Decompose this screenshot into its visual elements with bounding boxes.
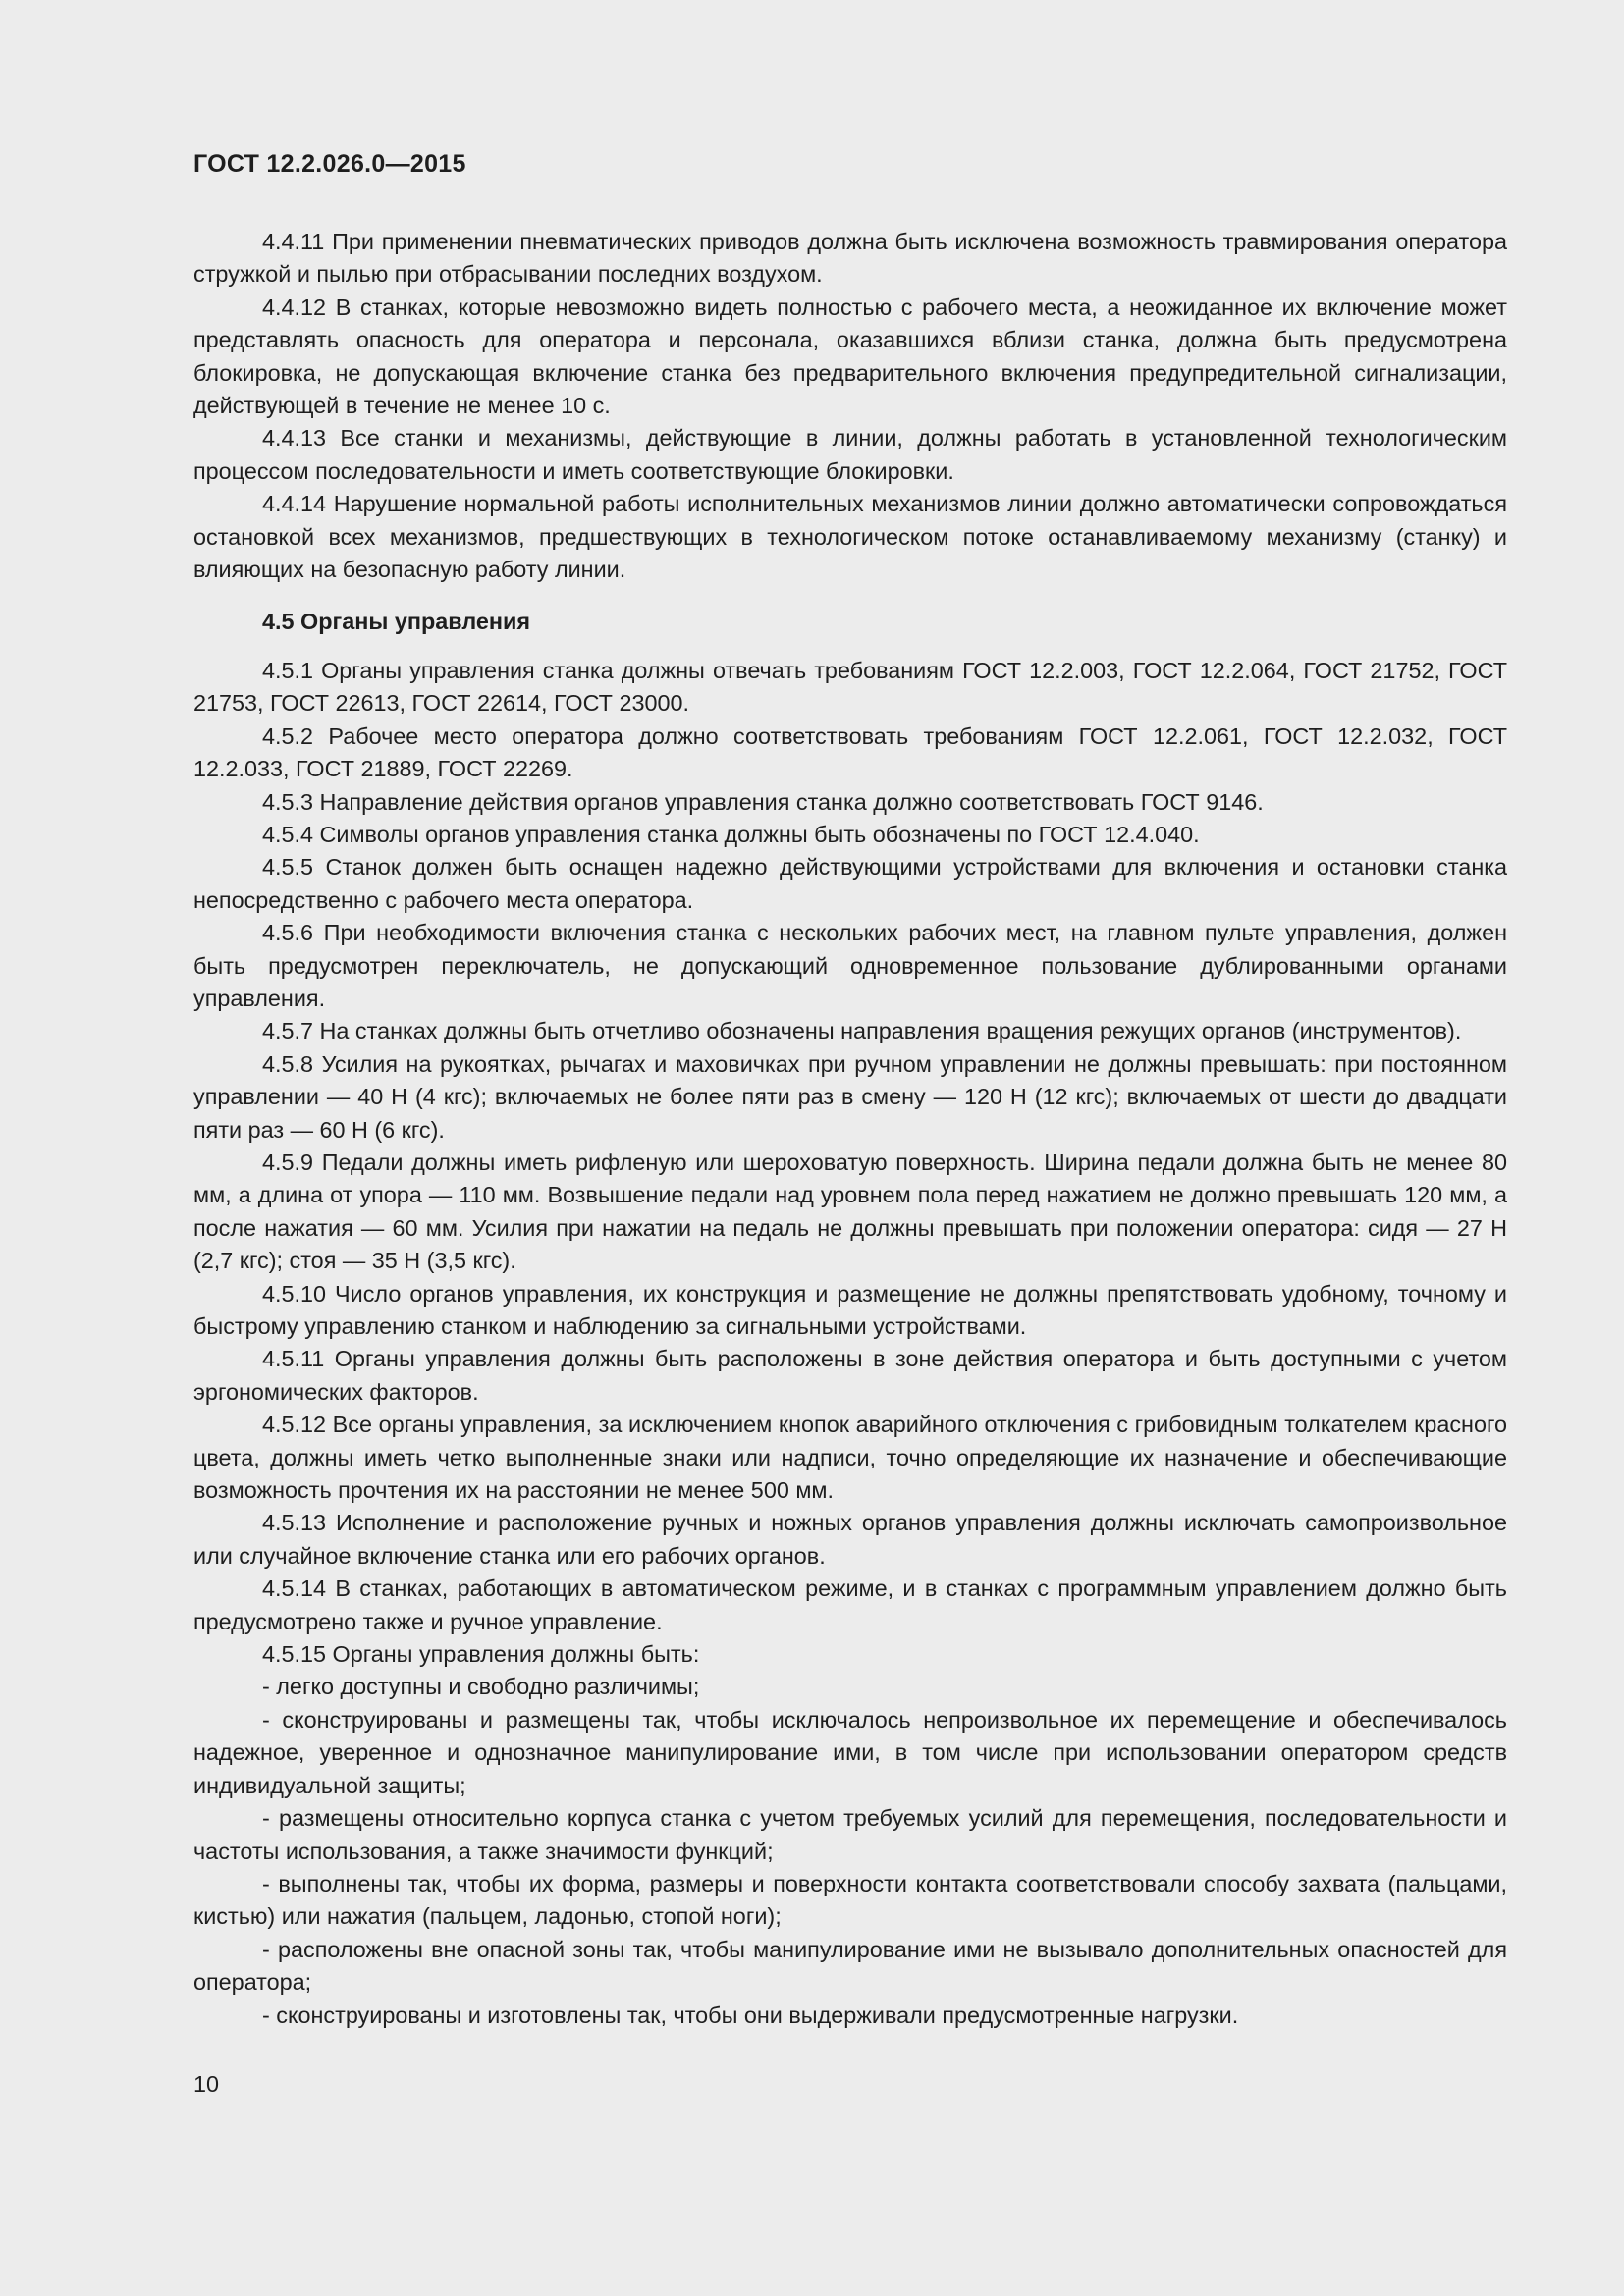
list-item: - сконструированы и изготовлены так, чтобы они выдерживали предусмотренные нагрузки. xyxy=(262,2002,1239,2028)
list-item: - легко доступны и свободно различимы; xyxy=(262,1674,700,1700)
paragraph-4-5-14: 4.5.14 В станках, работающих в автоматическом режиме, и в станках с программным управлением должно быть предусмотрено также и ручное управление. xyxy=(193,1575,1507,1634)
paragraph-4-5-1: 4.5.1 Органы управления станка должны отвечать требованиям ГОСТ 12.2.003, ГОСТ 12.2.064, ГОСТ 21752, ГОСТ 21753, ГОСТ 22613, ГОСТ 22614, ГОСТ 23000. xyxy=(193,657,1507,717)
document-body xyxy=(193,226,1507,2032)
paragraph-4-5-6: 4.5.6 При необходимости включения станка с нескольких рабочих мест, на главном пульте управления, должен быть предусмотрен переключатель, не допускающий одновременное пользование дублированными органами управления. xyxy=(193,920,1507,1011)
paragraph-4-5-8: 4.5.8 Усилия на рукоятках, рычагах и маховичках при ручном управлении не должны превышать: при постоянном управлении — 40 Н (4 кгс); включаемых не более пяти раз в смену — 120 Н (12 кгс); включаемых от шести до двадцати пяти раз — 60 Н (6 кгс). xyxy=(193,1050,1507,1143)
document-header: ГОСТ 12.2.026.0—2015 xyxy=(193,150,466,178)
paragraph-4-5-9: 4.5.9 Педали должны иметь рифленую или шероховатую поверхность. Ширина педали должна быть не менее 80 мм, а длина от упора — 110 мм. Возвышение педали над уровнем пола перед нажатием не должно превышать 120 мм, а после нажатия — 60 мм. Усилия при нажатии на педаль не должны превышать при положении оператора: сидя — 27 Н (2,7 кгс); стоя — 35 Н (3,5 кгс). xyxy=(193,1148,1507,1274)
paragraph-4-4-14: 4.4.14 Нарушение нормальной работы исполнительных механизмов линии должно автоматически сопровождаться остановкой всех механизмов, предшествующих в технологическом потоке останавливаемому механизму (станку) и влияющих на безопасную работу линии. xyxy=(193,491,1507,583)
paragraph-4-5-2: 4.5.2 Рабочее место оператора должно соответствовать требованиям ГОСТ 12.2.061, ГОСТ 12.2.032, ГОСТ 12.2.033, ГОСТ 21889, ГОСТ 22269. xyxy=(193,722,1507,782)
paragraph-4-5-13: 4.5.13 Исполнение и расположение ручных и ножных органов управления должны исключать самопроизвольное или случайное включение станка или его рабочих органов. xyxy=(193,1510,1507,1569)
paragraph-4-4-11: 4.4.11 При применении пневматических приводов должна быть исключена возможность травмирования оператора стружкой и пылью при отбрасывании последних воздухом. xyxy=(193,229,1507,288)
paragraph-4-5-11: 4.5.11 Органы управления должны быть расположены в зоне действия оператора и быть доступными с учетом эргономических факторов. xyxy=(193,1346,1507,1405)
paragraph-4-4-12: 4.4.12 В станках, которые невозможно видеть полностью с рабочего места, а неожиданное их включение может представлять опасность для оператора и персонала, оказавшихся вблизи станка, должна быть предусмотрена блокировка, не допускающая включение станка без предварительного включения предупредительной сигнализации, действующей в течение не менее 10 с. xyxy=(193,294,1507,419)
page-number: 10 xyxy=(193,2071,220,2097)
paragraph-4-4-13: 4.4.13 Все станки и механизмы, действующие в линии, должны работать в установленной технологическим процессом последовательности и иметь соответствующие блокировки. xyxy=(193,425,1507,484)
paragraph-4-5-4: 4.5.4 Символы органов управления станка должны быть обозначены по ГОСТ 12.4.040. xyxy=(262,821,1200,847)
list-item: - сконструированы и размещены так, чтобы исключалось непроизвольное их перемещение и обеспечивалось надежное, уверенное и однозначное манипулирование ими, в том числе при использовании оператором средств индивидуальной защиты; xyxy=(193,1706,1507,1798)
paragraph-4-5-15: 4.5.15 Органы управления должны быть: xyxy=(262,1641,700,1668)
list-item: - расположены вне опасной зоны так, чтобы манипулирование ими не вызывало дополнительных опасностей для оператора; xyxy=(193,1936,1507,1996)
section-title: 4.5 Органы управления xyxy=(262,609,531,635)
paragraph-4-5-3: 4.5.3 Направление действия органов управления станка должно соответствовать ГОСТ 9146. xyxy=(262,788,1264,815)
list-item: - выполнены так, чтобы их форма, размеры и поверхности контакта соответствовали способу захвата (пальцами, кистью) или нажатия (пальцем, ладонью, стопой ноги); xyxy=(193,1870,1507,1930)
paragraph-4-5-5: 4.5.5 Станок должен быть оснащен надежно действующими устройствами для включения и остановки станка непосредственно с рабочего места оператора. xyxy=(193,854,1507,913)
paragraph-4-5-12: 4.5.12 Все органы управления, за исключением кнопок аварийного отключения с грибовидным толкателем красного цвета, должны иметь четко выполненные знаки или надписи, точно определяющие их назначение и обеспечивающие возможность прочтения их на расстоянии не менее 500 мм. xyxy=(193,1412,1507,1504)
paragraph-4-5-7: 4.5.7 На станках должны быть отчетливо обозначены направления вращения режущих органов (инструментов). xyxy=(262,1018,1462,1044)
list-item: - размещены относительно корпуса станка с учетом требуемых усилий для перемещения, последовательности и частоты использования, а также значимости функций; xyxy=(193,1805,1507,1864)
paragraph-4-5-10: 4.5.10 Число органов управления, их конструкция и размещение не должны препятствовать удобному, точному и быстрому управлению станком и наблюдению за сигнальными устройствами. xyxy=(193,1280,1507,1339)
